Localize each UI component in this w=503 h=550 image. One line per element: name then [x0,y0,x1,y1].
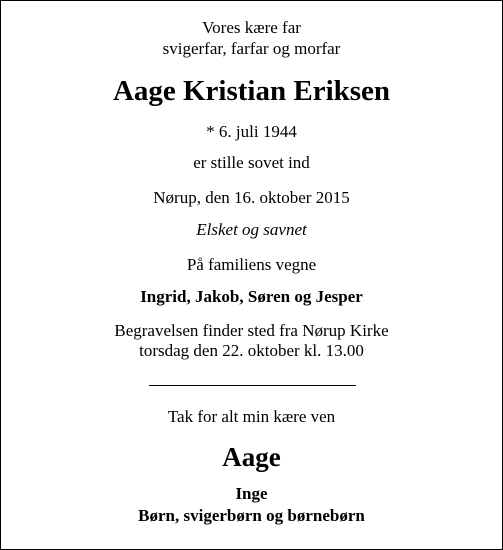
intro-line-1: Vores kære far [202,18,301,37]
funeral-line-1: Begravelsen finder sted fra Nørup Kirke [114,321,389,340]
short-name: Aage [222,442,281,472]
deceased-name: Aage Kristian Eriksen [112,75,391,107]
place-and-date: Nørup, den 16. oktober 2015 [153,188,350,207]
signed-line-2: Børn, svigerbørn og børnebørn [138,506,365,525]
birth-date: * 6. juli 1944 [206,122,297,141]
funeral-line-2: torsdag den 22. oktober kl. 13.00 [139,341,364,360]
passed-away-text: er stille sovet ind [193,153,310,172]
intro-line-2: svigerfar, farfar og morfar [162,39,341,58]
on-behalf-text: På familiens vegne [186,255,317,274]
thanks-text: Tak for alt min kære ven [167,407,336,426]
signed-line-1: Inge [235,484,268,503]
motto: Elsket og savnet [196,220,307,239]
family-names: Ingrid, Jakob, Søren og Jesper [140,287,363,306]
divider [149,385,356,386]
